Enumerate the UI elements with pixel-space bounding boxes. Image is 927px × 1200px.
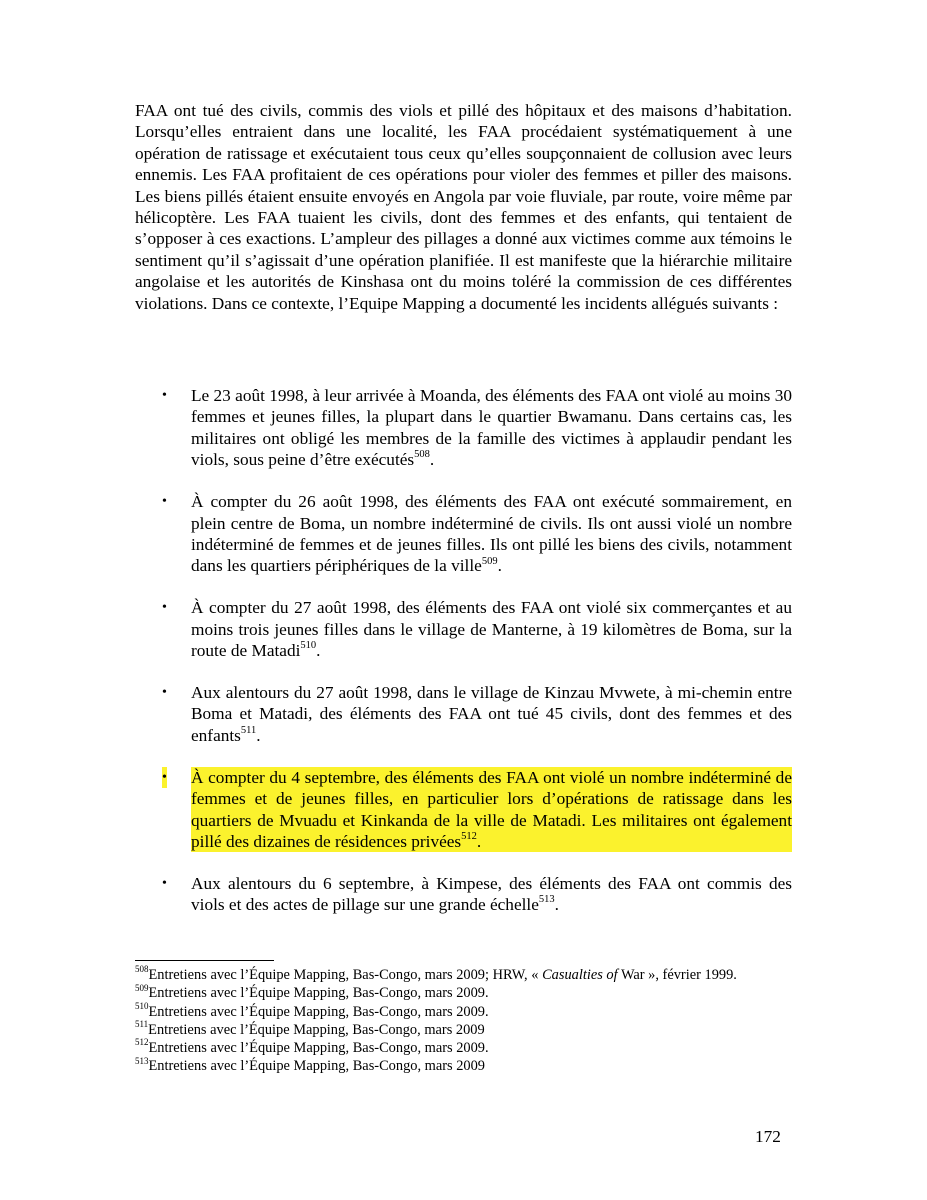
list-item-highlighted xyxy=(135,767,792,853)
list-item-tail: . xyxy=(476,831,482,851)
list-item xyxy=(135,385,792,471)
footnote xyxy=(135,1021,815,1039)
bullet-icon: • xyxy=(162,600,167,616)
list-item-text: À compter du 26 août 1998, des éléments des FAA ont exécuté sommairement, en plein centre de Boma, un nombre indéterminé de civils. Ils ont aussi violé un nombre indéterminé de femmes et de jeunes filles. Ils ont pillé les biens des civils, notamment dans les quartiers périphériques de la ville xyxy=(191,492,792,576)
footnote-ref[interactable]: 508 xyxy=(414,449,430,461)
list-item-tail: . xyxy=(316,641,321,661)
list-item-text: À compter du 4 septembre, des éléments des FAA ont violé un nombre indéterminé de femmes et de jeunes filles, en particulier lors d’opérations de ratissage dans les quartiers de Mvuadu et Kinkanda de la ville de Matadi. Les militaires ont également pillé des dizaines de résidences privées xyxy=(191,767,792,851)
footnote-number: 511 xyxy=(135,1019,149,1030)
footnotes xyxy=(135,966,815,1076)
bullet-icon: • xyxy=(162,684,167,700)
list-item-tail: . xyxy=(497,556,502,576)
list-item-tail: . xyxy=(256,725,261,745)
footnote-italic-title: Casualties of xyxy=(542,967,618,983)
footnote-text: Entretiens avec l’Équipe Mapping, Bas-Congo, mars 2009; HRW, « xyxy=(148,967,543,983)
incident-list xyxy=(135,385,792,936)
footnote-ref[interactable]: 511 xyxy=(240,725,257,737)
list-item xyxy=(135,491,792,577)
footnote-number: 508 xyxy=(135,964,149,975)
footnote-ref[interactable]: 510 xyxy=(300,640,317,652)
list-item-text: Aux alentours du 6 septembre, à Kimpese, des éléments des FAA ont commis des viols et des actes de pillage sur une grande échelle xyxy=(191,873,792,915)
footnote-text: Entretiens avec l’Équipe Mapping, Bas-Congo, mars 2009 xyxy=(148,1058,486,1075)
footnote-separator xyxy=(135,960,274,961)
list-item-text: Aux alentours du 27 août 1998, dans le village de Kinzau Mvwete, à mi-chemin entre Boma et Matadi, des éléments des FAA ont tué 45 civils, dont des femmes et des enfants xyxy=(191,682,792,745)
footnote-number: 509 xyxy=(135,982,149,993)
footnote-number: 513 xyxy=(135,1055,149,1066)
list-item xyxy=(135,597,792,661)
footnote xyxy=(135,966,815,984)
bullet-icon: • xyxy=(162,388,167,403)
list-item-text: Le 23 août 1998, à leur arrivée à Moanda, des éléments des FAA ont violé au moins 30 femmes et jeunes filles, la plupart dans le quartier Bwamanu. Dans certains cas, les militaires ont obligé les membres de la famille des victimes à applaudir pendant les viols, sous peine d’être exécutés xyxy=(191,386,793,470)
footnote-text: Entretiens avec l’Équipe Mapping, Bas-Congo, mars 2009. xyxy=(148,985,489,1002)
footnote-text: Entretiens avec l’Équipe Mapping, Bas-Congo, mars 2009 xyxy=(148,1021,485,1038)
intro-paragraph: FAA ont tué des civils, commis des viols et pillé des hôpitaux et des maisons d’habitation. Lorsqu’elles entraient dans une localité, les FAA procédaient systématiquement à une opération de ratissage et exécutaient tous ceux qu’elles soupçonnaient de collusion avec leurs ennemis. Les FAA profitaient de ces opérations pour violer des femmes et piller des maisons. Les biens pillés étaient ensuite envoyés en Angola par voie fluviale, par route, voire même par hélicoptère. Les FAA tuaient les civils, dont des femmes et des enfants, qui tentaient de s’opposer à ces exactions. L’ampleur des pillages a donné aux victimes comme aux témoins le sentiment qu’il s’agissait d’une opération planifiée. Il est manifeste que la hiérarchie militaire angolaise et les autorités de Kinshasa ont du moins toléré la commission de ces différentes violations. Dans ce contexte, l’Equipe Mapping a documenté les incidents allégués suivants : xyxy=(135,101,792,313)
bullet-icon: • xyxy=(162,767,167,788)
footnote xyxy=(135,1000,815,1021)
list-item xyxy=(135,873,792,916)
footnote-number: 512 xyxy=(135,1037,149,1048)
footnote-text: Entretiens avec l’Équipe Mapping, Bas-Congo, mars 2009. xyxy=(148,1040,489,1057)
footnote xyxy=(135,984,815,1002)
footnote-number: 510 xyxy=(135,1000,149,1011)
list-item-tail: . xyxy=(554,895,559,915)
list-item-text: À compter du 27 août 1998, des éléments des FAA ont violé six commerçantes et au moins trois jeunes filles dans le village de Manterne, à 19 kilomètres de Boma, sur la route de Matadi xyxy=(191,598,792,661)
footnote-ref[interactable]: 509 xyxy=(481,555,498,567)
footnote-ref[interactable]: 512 xyxy=(461,831,477,843)
footnote xyxy=(135,1039,815,1057)
footnote-ref[interactable]: 513 xyxy=(538,894,555,906)
bullet-icon: • xyxy=(162,494,167,510)
footnote-text: Entretiens avec l’Équipe Mapping, Bas-Congo, mars 2009. xyxy=(148,1003,489,1020)
list-item xyxy=(135,682,792,746)
bullet-icon: • xyxy=(162,875,167,891)
page-number: 172 xyxy=(755,1127,781,1146)
footnote-text-after: War », février 1999. xyxy=(617,967,737,983)
list-item-tail: . xyxy=(429,450,435,470)
footnote xyxy=(135,1057,815,1075)
